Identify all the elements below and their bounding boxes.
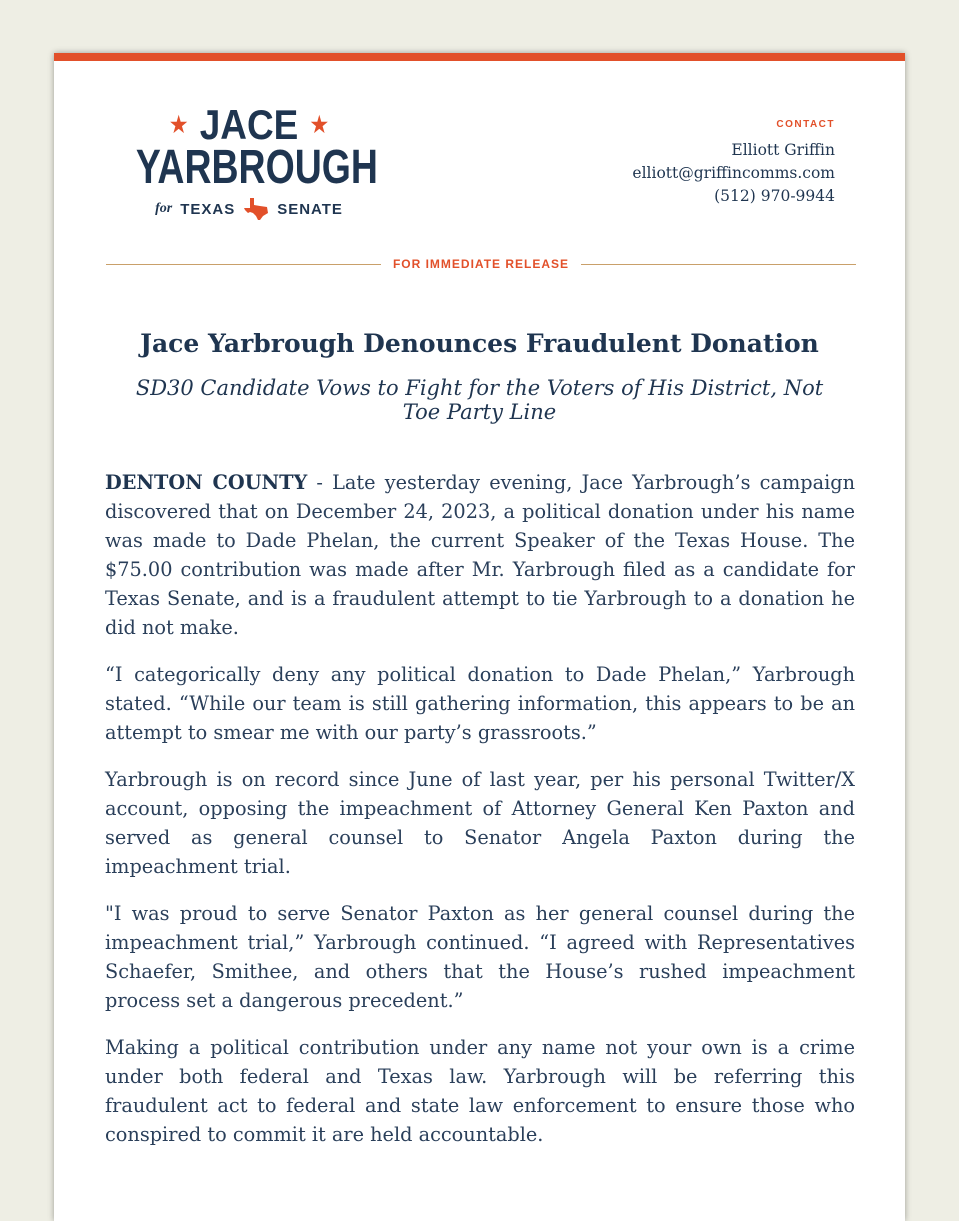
paragraph-2: “I categorically deny any political donation to Dade Phelan,” Yarbrough stated. “While our team is still gathering information, this appears to be an attempt to smear me with our party’s grassroots.” (105, 663, 855, 744)
contact-email[interactable]: elliott@griffincomms.com (632, 164, 835, 182)
paragraph-3: Yarbrough is on record since June of last year, per his personal Twitter/X account, opposing the impeachment of Attorney General Ken Paxton and served as general counsel to Senator Angela Paxton during the impeachment trial. (105, 768, 855, 878)
star-icon: ★ (310, 112, 328, 137)
paragraph-4: "I was proud to serve Senator Paxton as her general counsel during the impeachment trial,” Yarbrough continued. “I agreed with Representatives Schaefer, Smithee, and others that the House’s rushed impeachment process set a dangerous precedent.” (105, 902, 855, 1012)
release-label: FOR IMMEDIATE RELEASE (392, 257, 570, 271)
paragraph-1 (105, 468, 855, 642)
subhead: SD30 Candidate Vows to Fight for the Voters of His District, Not Toe Party Line (135, 376, 824, 424)
logo-tagline (104, 197, 394, 221)
release-divider (106, 257, 856, 271)
logo-senate: SENATE (277, 200, 343, 218)
headline: Jace Yarbrough Denounces Fraudulent Donation (140, 329, 819, 358)
texas-map-icon (243, 197, 269, 221)
logo-for: for (155, 201, 173, 216)
release-body (105, 468, 855, 1167)
paragraph-5: Making a political contribution under any name not your own is a crime under both federal and Texas law. Yarbrough will be referring this fraudulent act to federal and state law enforcement to ensure those who conspired to commit it are held accountable. (105, 1036, 855, 1146)
logo-last-name: YARBROUGH (135, 141, 378, 194)
paragraph-1-text: - Late yesterday evening, Jace Yarbrough’s campaign discovered that on December 24, 2023, a political donation under his name was made to Dade Phelan, the current Speaker of the Texas House. The $75.00 contribution was made after Mr. Yarbrough filed as a candidate for Texas Senate, and is a fraudulent attempt to tie Yarbrough to a donation he did not make. (105, 471, 855, 639)
contact-phone[interactable]: (512) 970-9944 (714, 187, 835, 205)
logo-first-name: JACE (199, 101, 299, 148)
divider-rule-left (106, 264, 381, 265)
campaign-logo (104, 103, 394, 221)
star-icon: ★ (170, 112, 188, 137)
press-release-sheet (54, 53, 905, 1221)
contact-block (632, 119, 835, 208)
logo-texas: TEXAS (180, 200, 236, 218)
dateline: DENTON COUNTY (105, 471, 308, 494)
divider-rule-right (581, 264, 856, 265)
contact-label: CONTACT (776, 119, 835, 130)
contact-name: Elliott Griffin (731, 141, 835, 159)
